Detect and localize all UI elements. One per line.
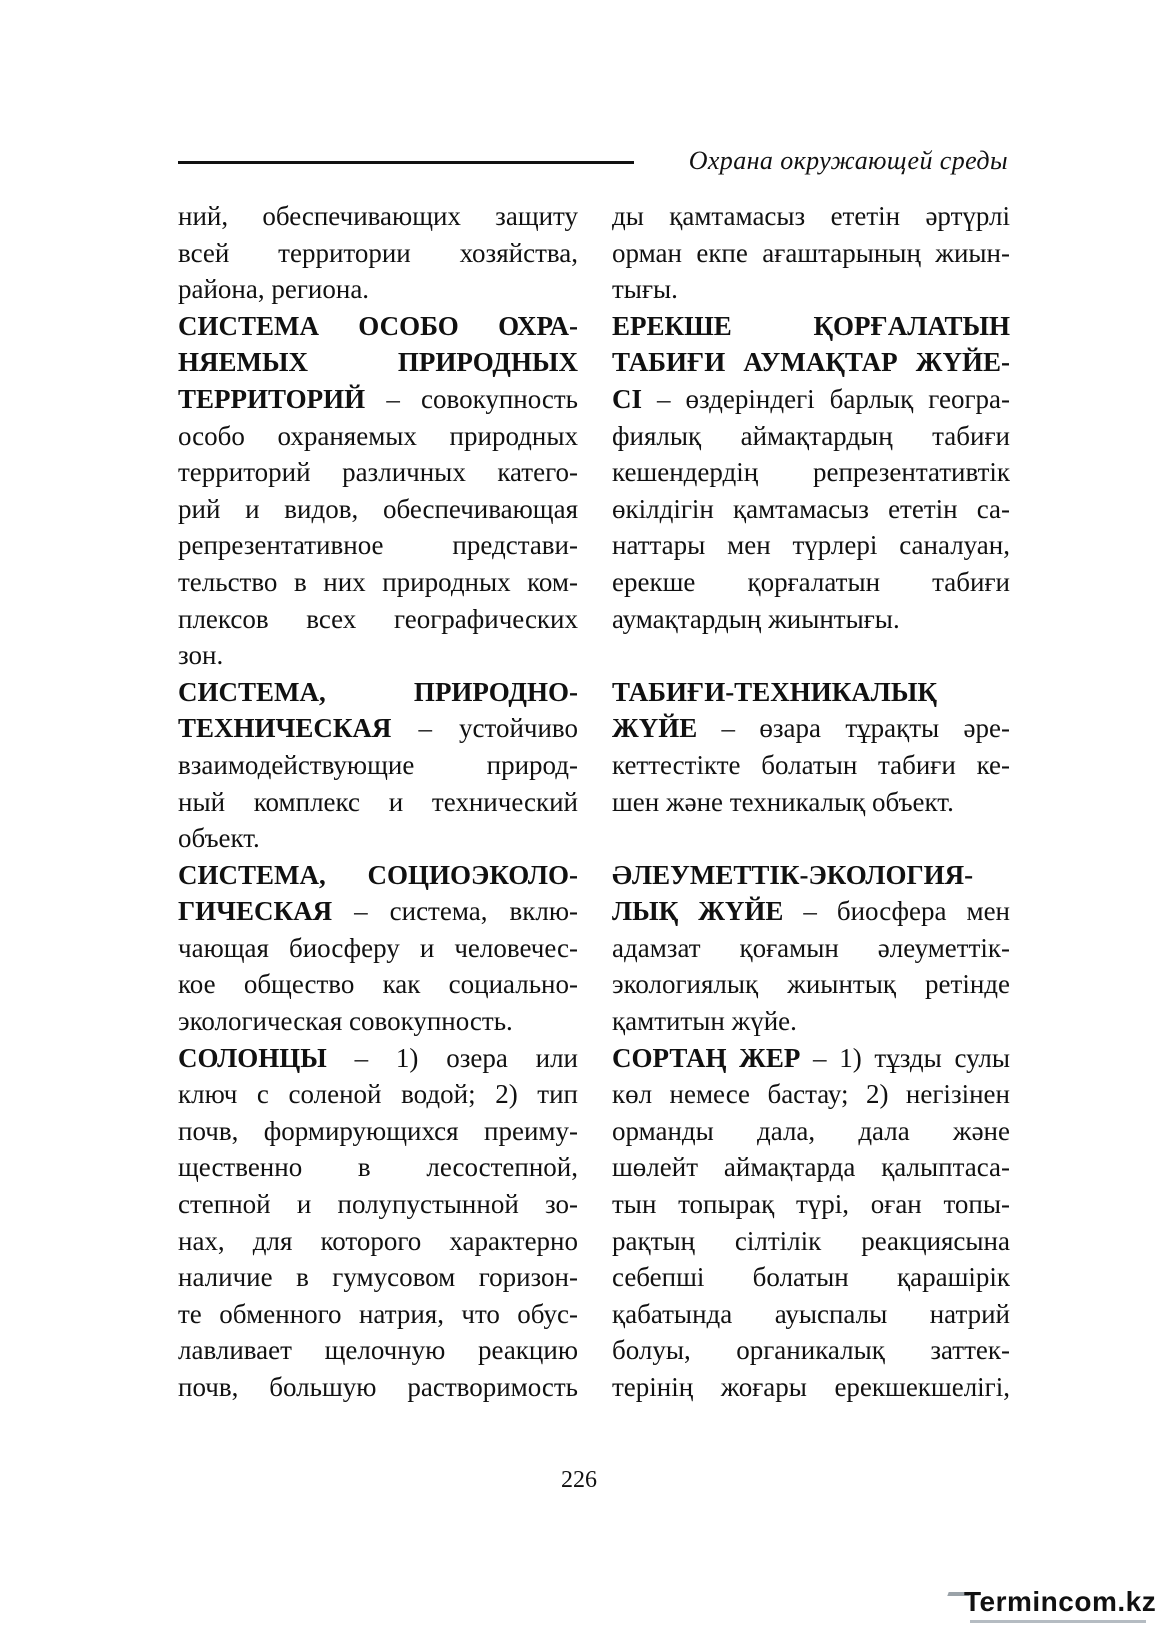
text-line (612, 747, 1010, 784)
text-line (612, 930, 1010, 967)
text-line (178, 1040, 578, 1077)
term-heading: СОЛОНЦЫ (178, 1042, 327, 1073)
text-line (612, 418, 1010, 455)
blank-line (612, 637, 1010, 674)
text-line (178, 1223, 578, 1260)
line-text: наличие в гумусовом горизон- (178, 1262, 578, 1293)
watermark-text: Termincom.kz (964, 1586, 1157, 1617)
text-line (612, 491, 1010, 528)
text-line (612, 1332, 1010, 1369)
text-line (178, 454, 578, 491)
left-column (178, 198, 578, 1406)
line-text: – биосфера мен (783, 896, 1010, 927)
line-text: наттары мен түрлері саналуан, (612, 530, 1010, 561)
line-text: щественно в лесостепной, (178, 1152, 578, 1183)
text-line (178, 601, 578, 638)
text-line (178, 893, 578, 930)
text-line (612, 601, 1010, 638)
running-head: Охрана окружающей среды (688, 146, 1008, 175)
line-text: шен және техникалық объект. (612, 786, 954, 817)
line-text: қабатында ауыспалы натрий (612, 1298, 1010, 1329)
term-heading: СИСТЕМА, ПРИРОДНО- (178, 676, 578, 707)
text-line (178, 308, 578, 345)
line-text: почв, большую растворимость (178, 1372, 578, 1402)
term-heading: СОРТАҢ ЖЕР (612, 1042, 801, 1073)
text-line (178, 418, 578, 455)
text-line (612, 1223, 1010, 1260)
text-line (178, 1259, 578, 1296)
text-line (178, 820, 578, 857)
line-text: орманды дала, дала және (612, 1115, 1010, 1146)
line-text: – өздеріндегі барлық геогра- (642, 383, 1010, 414)
line-text: экологическая совокупность. (178, 1006, 513, 1037)
text-line (178, 381, 578, 418)
text-line (612, 454, 1010, 491)
text-line (178, 235, 578, 272)
line-text: степной и полупустынной зо- (178, 1189, 578, 1220)
line-text: рий и видов, обеспечивающая (178, 493, 578, 524)
text-line (612, 857, 1010, 894)
text-line (612, 1259, 1010, 1296)
text-line (612, 1003, 1010, 1040)
text-line (612, 1040, 1010, 1077)
text-line (612, 1113, 1010, 1150)
term-heading: СИСТЕМА ОСОБО ОХРА- (178, 310, 578, 341)
text-line (178, 857, 578, 894)
line-text: көл немесе бастау; 2) негізінен (612, 1079, 1010, 1110)
text-line (612, 674, 1010, 711)
text-line (178, 930, 578, 967)
text-line (612, 381, 1010, 418)
line-text: адамзат қоғамын әлеуметтік- (612, 932, 1010, 963)
text-line (178, 1186, 578, 1223)
line-text: тығы. (612, 274, 678, 305)
line-text: өкілдігін қамтамасыз ететін са- (612, 493, 1010, 524)
line-text: шөлейт аймақтарда қалыптаса- (612, 1152, 1010, 1183)
line-text: всей территории хозяйства, (178, 237, 578, 268)
text-line (178, 1149, 578, 1186)
text-line (612, 308, 1010, 345)
line-text: фиялық аймақтардың табиғи (612, 420, 1010, 451)
line-text: – система, вклю- (332, 896, 578, 927)
text-line (178, 344, 578, 381)
blank-line (612, 820, 1010, 857)
text-line (612, 198, 1010, 235)
page-number: 226 (561, 1467, 597, 1493)
text-line (178, 1332, 578, 1369)
line-text: те обменного натрия, что обус- (178, 1298, 578, 1329)
line-text: – өзара тұрақты әре- (697, 713, 1010, 744)
text-line (612, 344, 1010, 381)
line-text: қамтитын жүйе. (612, 1006, 797, 1037)
line-text: почв, формирующихся преиму- (178, 1115, 578, 1146)
text-line (178, 198, 578, 235)
line-text: рақтың сілтілік реакциясына (612, 1225, 1010, 1256)
text-line (612, 1186, 1010, 1223)
term-heading: НЯЕМЫХ ПРИРОДНЫХ (178, 347, 578, 378)
text-line (612, 1076, 1010, 1113)
text-line (612, 527, 1010, 564)
text-line (178, 527, 578, 564)
text-line (612, 564, 1010, 601)
term-heading: ӘЛЕУМЕТТІК-ЭКОЛОГИЯ- (612, 859, 974, 890)
line-text: объект. (178, 823, 260, 854)
line-text: – 1) озера или (326, 1042, 578, 1073)
text-line (612, 893, 1010, 930)
text-line (178, 1296, 578, 1333)
term-heading: ЕРЕКШЕ ҚОРҒАЛАТЫН (612, 310, 1010, 341)
text-line (178, 491, 578, 528)
line-text: ды қамтамасыз ететін әртүрлі (612, 201, 1010, 231)
watermark-logo (948, 1586, 1157, 1626)
term-heading: СІ (612, 383, 643, 414)
text-line (178, 1369, 578, 1406)
line-text: репрезентативное представи- (178, 530, 578, 561)
text-line (612, 710, 1010, 747)
term-heading: ЛЫҚ ЖҮЙЕ (612, 896, 784, 927)
line-text: – 1) тұзды сулы (800, 1042, 1010, 1073)
text-line (178, 637, 578, 674)
text-line (612, 1296, 1010, 1333)
line-text: чающая биосферу и человечес- (178, 932, 578, 963)
text-line (612, 1149, 1010, 1186)
line-text: кеттестікте болатын табиғи ке- (612, 749, 1010, 780)
text-line (178, 1003, 578, 1040)
line-text: зон. (178, 640, 224, 671)
line-text: ерекше қорғалатын табиғи (612, 566, 1010, 597)
text-line (612, 1369, 1010, 1406)
line-text: ный комплекс и технический (178, 786, 578, 817)
line-text: района, региона. (178, 274, 370, 305)
line-text: территорий различных катего- (178, 457, 578, 488)
line-text: ний, обеспечивающих защиту (178, 201, 578, 231)
term-heading: ТЕХНИЧЕСКАЯ (178, 713, 392, 744)
text-line (178, 1113, 578, 1150)
header-rule (178, 161, 634, 164)
term-heading: ГИЧЕСКАЯ (178, 896, 333, 927)
line-text: нах, для которого характерно (178, 1225, 578, 1256)
line-text: орман екпе ағаштарының жиын- (612, 237, 1010, 268)
text-line (178, 271, 578, 308)
line-text: лавливает щелочную реакцию (178, 1335, 578, 1366)
line-text: экологиялық жиынтық ретінде (612, 969, 1010, 1000)
line-text: плексов всех географических (178, 603, 578, 634)
text-line (612, 235, 1010, 272)
right-column (612, 198, 1010, 1406)
text-line (612, 784, 1010, 821)
text-line (178, 710, 578, 747)
line-text: болуы, органикалық заттек- (612, 1335, 1010, 1366)
line-text: тын топырақ түрі, оған топы- (612, 1189, 1010, 1220)
line-text: кое общество как социально- (178, 969, 578, 1000)
line-text: кешендердің репрезентативтік (612, 457, 1010, 488)
line-text: – устойчиво (391, 713, 578, 744)
line-text: терінің жоғары ерекшекшелігі, (612, 1372, 1010, 1402)
term-heading: ТАБИҒИ-ТЕХНИКАЛЫҚ (612, 676, 937, 707)
term-heading: СИСТЕМА, СОЦИОЭКОЛО- (178, 859, 578, 890)
term-heading: ЖҮЙЕ (612, 713, 698, 744)
line-text: особо охраняемых природных (178, 420, 578, 451)
text-line (612, 966, 1010, 1003)
line-text: себепші болатын қарашірік (612, 1262, 1010, 1293)
text-line (178, 747, 578, 784)
text-line (178, 784, 578, 821)
term-heading: ТАБИҒИ АУМАҚТАР ЖҮЙЕ- (612, 347, 1010, 378)
term-heading: ТЕРРИТОРИЙ (178, 383, 366, 414)
text-line (178, 966, 578, 1003)
line-text: – совокупность (365, 383, 578, 414)
line-text: тельство в них природных ком- (178, 566, 578, 597)
text-line (178, 564, 578, 601)
text-line (178, 674, 578, 711)
line-text: взаимодействующие природ- (178, 749, 578, 780)
line-text: ключ с соленой водой; 2) тип (178, 1079, 578, 1110)
logo-underline-icon (970, 1620, 1146, 1623)
text-line (178, 1076, 578, 1113)
text-line (612, 271, 1010, 308)
line-text: аумақтардың жиынтығы. (612, 603, 900, 634)
